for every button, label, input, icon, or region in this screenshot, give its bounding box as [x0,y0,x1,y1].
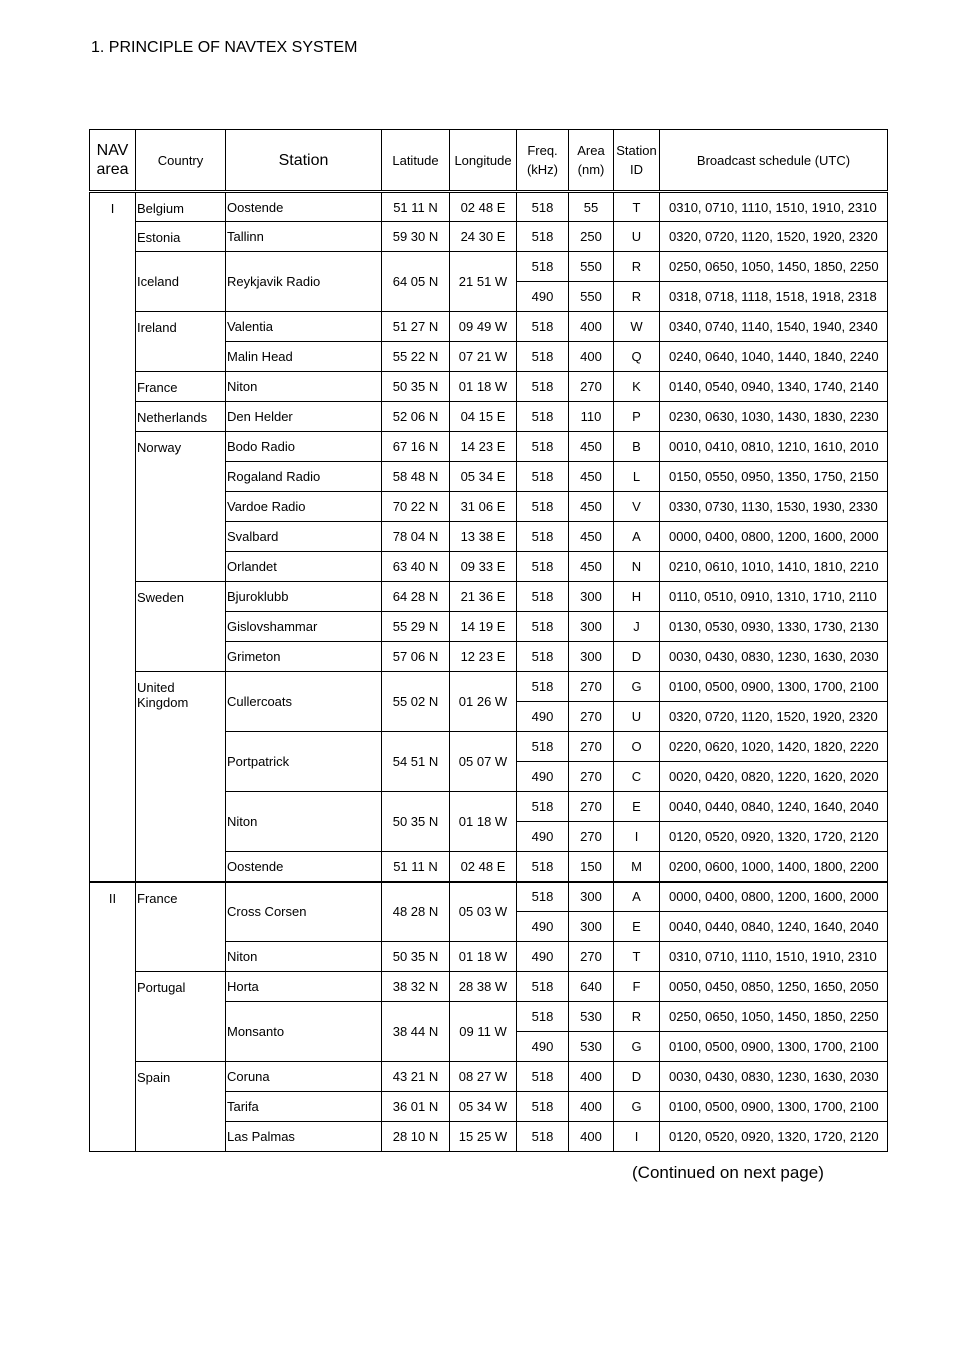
station-id-cell: R [614,252,660,282]
area-cell: 400 [569,1122,614,1152]
freq-cell: 518 [517,432,569,462]
longitude-cell: 13 38 E [450,522,517,552]
latitude-cell: 51 11 N [382,852,450,882]
country-cell: Iceland [136,252,226,312]
station-id-cell: C [614,762,660,792]
area-cell: 300 [569,642,614,672]
longitude-cell: 14 23 E [450,432,517,462]
table-row [90,672,888,702]
station-id-cell: E [614,912,660,942]
station-id-cell: K [614,372,660,402]
station-id-cell: G [614,1092,660,1122]
area-cell: 400 [569,342,614,372]
latitude-cell: 38 44 N [382,1002,450,1062]
longitude-cell: 07 21 W [450,342,517,372]
station-id-cell: R [614,282,660,312]
country-cell: Belgium [136,192,226,222]
schedule-cell: 0200, 0600, 1000, 1400, 1800, 2200 [660,852,888,882]
latitude-cell: 67 16 N [382,432,450,462]
freq-cell: 518 [517,1122,569,1152]
freq-cell: 518 [517,552,569,582]
freq-cell: 518 [517,882,569,912]
latitude-cell: 50 35 N [382,942,450,972]
station-id-cell: R [614,1002,660,1032]
station-cell: Horta [226,972,382,1002]
freq-cell: 518 [517,642,569,672]
station-id-cell: T [614,192,660,222]
latitude-cell: 55 02 N [382,672,450,732]
longitude-cell: 01 26 W [450,672,517,732]
freq-cell: 518 [517,492,569,522]
freq-cell: 518 [517,582,569,612]
area-cell: 450 [569,432,614,462]
freq-cell: 518 [517,402,569,432]
area-cell: 270 [569,762,614,792]
header-schedule: Broadcast schedule (UTC) [660,130,888,192]
longitude-cell: 15 25 W [450,1122,517,1152]
schedule-cell: 0000, 0400, 0800, 1200, 1600, 2000 [660,522,888,552]
country-cell: Sweden [136,582,226,672]
schedule-cell: 0220, 0620, 1020, 1420, 1820, 2220 [660,732,888,762]
freq-cell: 518 [517,522,569,552]
station-cell: Valentia [226,312,382,342]
area-cell: 400 [569,312,614,342]
longitude-cell: 05 07 W [450,732,517,792]
schedule-cell: 0330, 0730, 1130, 1530, 1930, 2330 [660,492,888,522]
latitude-cell: 50 35 N [382,792,450,852]
station-id-cell: L [614,462,660,492]
header-country: Country [136,130,226,192]
area-cell: 270 [569,822,614,852]
station-id-cell: H [614,582,660,612]
table-row [90,432,888,462]
longitude-cell: 12 23 E [450,642,517,672]
freq-cell: 518 [517,792,569,822]
schedule-cell: 0230, 0630, 1030, 1430, 1830, 2230 [660,402,888,432]
latitude-cell: 55 22 N [382,342,450,372]
latitude-cell: 48 28 N [382,882,450,942]
table-row [90,312,888,342]
station-id-cell: A [614,522,660,552]
area-cell: 530 [569,1032,614,1062]
schedule-cell: 0100, 0500, 0900, 1300, 1700, 2100 [660,672,888,702]
area-cell: 150 [569,852,614,882]
freq-cell: 518 [517,222,569,252]
station-cell: Rogaland Radio [226,462,382,492]
longitude-cell: 04 15 E [450,402,517,432]
latitude-cell: 55 29 N [382,612,450,642]
schedule-cell: 0110, 0510, 0910, 1310, 1710, 2110 [660,582,888,612]
station-id-cell: G [614,672,660,702]
country-cell: United Kingdom [136,672,226,882]
table-header-row [90,130,888,192]
country-cell: Ireland [136,312,226,372]
freq-cell: 490 [517,822,569,852]
header-freq: Freq. (kHz) [517,130,569,192]
table-row [90,1062,888,1092]
longitude-cell: 14 19 E [450,612,517,642]
area-cell: 550 [569,282,614,312]
freq-cell: 518 [517,372,569,402]
freq-cell: 518 [517,672,569,702]
latitude-cell: 50 35 N [382,372,450,402]
area-cell: 530 [569,1002,614,1032]
freq-cell: 518 [517,1062,569,1092]
latitude-cell: 63 40 N [382,552,450,582]
latitude-cell: 64 28 N [382,582,450,612]
continued-note: (Continued on next page) [632,1163,824,1182]
station-id-cell: U [614,702,660,732]
latitude-cell: 59 30 N [382,222,450,252]
station-cell: Reykjavik Radio [226,252,382,312]
station-id-cell: T [614,942,660,972]
header-nav-area: NAV area [90,130,136,192]
station-cell: Monsanto [226,1002,382,1062]
longitude-cell: 31 06 E [450,492,517,522]
area-cell: 300 [569,582,614,612]
latitude-cell: 36 01 N [382,1092,450,1122]
schedule-cell: 0310, 0710, 1110, 1510, 1910, 2310 [660,192,888,222]
station-id-cell: E [614,792,660,822]
latitude-cell: 28 10 N [382,1122,450,1152]
navtex-station-table [89,129,888,1152]
station-cell: Grimeton [226,642,382,672]
latitude-cell: 54 51 N [382,732,450,792]
freq-cell: 518 [517,462,569,492]
header-latitude: Latitude [382,130,450,192]
station-cell: Oostende [226,192,382,222]
station-cell: Portpatrick [226,732,382,792]
longitude-cell: 05 34 W [450,1092,517,1122]
area-cell: 300 [569,882,614,912]
table-row [90,882,888,912]
station-id-cell: D [614,1062,660,1092]
freq-cell: 518 [517,852,569,882]
nav-area-cell: I [90,192,136,882]
station-id-cell: W [614,312,660,342]
station-cell: Bodo Radio [226,432,382,462]
freq-cell: 518 [517,342,569,372]
station-id-cell: V [614,492,660,522]
station-id-cell: U [614,222,660,252]
country-cell: France [136,372,226,402]
freq-cell: 518 [517,1002,569,1032]
longitude-cell: 02 48 E [450,852,517,882]
area-cell: 270 [569,792,614,822]
station-id-cell: O [614,732,660,762]
station-id-cell: A [614,882,660,912]
station-id-cell: G [614,1032,660,1062]
schedule-cell: 0100, 0500, 0900, 1300, 1700, 2100 [660,1032,888,1062]
latitude-cell: 70 22 N [382,492,450,522]
longitude-cell: 08 27 W [450,1062,517,1092]
schedule-cell: 0030, 0430, 0830, 1230, 1630, 2030 [660,642,888,672]
freq-cell: 490 [517,942,569,972]
schedule-cell: 0120, 0520, 0920, 1320, 1720, 2120 [660,1122,888,1152]
area-cell: 400 [569,1062,614,1092]
section-title: 1. PRINCIPLE OF NAVTEX SYSTEM [91,39,358,56]
table-row [90,972,888,1002]
latitude-cell: 58 48 N [382,462,450,492]
station-cell: Niton [226,372,382,402]
area-cell: 300 [569,612,614,642]
area-cell: 270 [569,702,614,732]
station-cell: Cross Corsen [226,882,382,942]
station-cell: Niton [226,942,382,972]
table-row [90,252,888,282]
station-id-cell: J [614,612,660,642]
longitude-cell: 09 33 E [450,552,517,582]
table-row [90,222,888,252]
longitude-cell: 21 51 W [450,252,517,312]
freq-cell: 490 [517,1032,569,1062]
schedule-cell: 0140, 0540, 0940, 1340, 1740, 2140 [660,372,888,402]
country-cell: Netherlands [136,402,226,432]
station-cell: Niton [226,792,382,852]
schedule-cell: 0130, 0530, 0930, 1330, 1730, 2130 [660,612,888,642]
station-cell: Vardoe Radio [226,492,382,522]
nav-area-cell: II [90,882,136,1152]
freq-cell: 490 [517,912,569,942]
station-cell: Cullercoats [226,672,382,732]
longitude-cell: 09 11 W [450,1002,517,1062]
station-id-cell: I [614,1122,660,1152]
longitude-cell: 28 38 W [450,972,517,1002]
area-cell: 640 [569,972,614,1002]
area-cell: 270 [569,372,614,402]
schedule-cell: 0210, 0610, 1010, 1410, 1810, 2210 [660,552,888,582]
area-cell: 550 [569,252,614,282]
freq-cell: 518 [517,732,569,762]
country-cell: Spain [136,1062,226,1152]
latitude-cell: 38 32 N [382,972,450,1002]
schedule-cell: 0040, 0440, 0840, 1240, 1640, 2040 [660,792,888,822]
country-cell: Norway [136,432,226,582]
station-cell: Las Palmas [226,1122,382,1152]
station-cell: Gislovshammar [226,612,382,642]
latitude-cell: 51 27 N [382,312,450,342]
freq-cell: 518 [517,1092,569,1122]
schedule-cell: 0010, 0410, 0810, 1210, 1610, 2010 [660,432,888,462]
longitude-cell: 01 18 W [450,372,517,402]
latitude-cell: 78 04 N [382,522,450,552]
table-row [90,402,888,432]
header-longitude: Longitude [450,130,517,192]
schedule-cell: 0120, 0520, 0920, 1320, 1720, 2120 [660,822,888,852]
longitude-cell: 09 49 W [450,312,517,342]
area-cell: 300 [569,912,614,942]
schedule-cell: 0000, 0400, 0800, 1200, 1600, 2000 [660,882,888,912]
table-row [90,192,888,222]
schedule-cell: 0150, 0550, 0950, 1350, 1750, 2150 [660,462,888,492]
schedule-cell: 0030, 0430, 0830, 1230, 1630, 2030 [660,1062,888,1092]
schedule-cell: 0250, 0650, 1050, 1450, 1850, 2250 [660,252,888,282]
country-cell: Estonia [136,222,226,252]
longitude-cell: 24 30 E [450,222,517,252]
freq-cell: 490 [517,702,569,732]
header-station: Station [226,130,382,192]
longitude-cell: 01 18 W [450,792,517,852]
latitude-cell: 64 05 N [382,252,450,312]
station-cell: Tarifa [226,1092,382,1122]
schedule-cell: 0340, 0740, 1140, 1540, 1940, 2340 [660,312,888,342]
country-cell: Portugal [136,972,226,1062]
area-cell: 450 [569,522,614,552]
longitude-cell: 21 36 E [450,582,517,612]
schedule-cell: 0100, 0500, 0900, 1300, 1700, 2100 [660,1092,888,1122]
schedule-cell: 0020, 0420, 0820, 1220, 1620, 2020 [660,762,888,792]
station-cell: Bjuroklubb [226,582,382,612]
area-cell: 270 [569,732,614,762]
country-cell: France [136,882,226,972]
station-id-cell: N [614,552,660,582]
freq-cell: 490 [517,282,569,312]
station-cell: Orlandet [226,552,382,582]
freq-cell: 518 [517,972,569,1002]
longitude-cell: 05 34 E [450,462,517,492]
latitude-cell: 51 11 N [382,192,450,222]
area-cell: 270 [569,672,614,702]
longitude-cell: 05 03 W [450,882,517,942]
station-cell: Den Helder [226,402,382,432]
freq-cell: 518 [517,192,569,222]
schedule-cell: 0320, 0720, 1120, 1520, 1920, 2320 [660,702,888,732]
area-cell: 250 [569,222,614,252]
station-id-cell: M [614,852,660,882]
station-cell: Coruna [226,1062,382,1092]
area-cell: 450 [569,552,614,582]
area-cell: 400 [569,1092,614,1122]
schedule-cell: 0320, 0720, 1120, 1520, 1920, 2320 [660,222,888,252]
station-id-cell: P [614,402,660,432]
schedule-cell: 0240, 0640, 1040, 1440, 1840, 2240 [660,342,888,372]
table-body [90,192,888,1152]
schedule-cell: 0050, 0450, 0850, 1250, 1650, 2050 [660,972,888,1002]
header-area: Area (nm) [569,130,614,192]
freq-cell: 490 [517,762,569,792]
longitude-cell: 02 48 E [450,192,517,222]
table-row [90,582,888,612]
station-cell: Svalbard [226,522,382,552]
table-row [90,372,888,402]
schedule-cell: 0040, 0440, 0840, 1240, 1640, 2040 [660,912,888,942]
area-cell: 55 [569,192,614,222]
area-cell: 450 [569,462,614,492]
latitude-cell: 43 21 N [382,1062,450,1092]
station-id-cell: F [614,972,660,1002]
freq-cell: 518 [517,252,569,282]
station-id-cell: Q [614,342,660,372]
area-cell: 450 [569,492,614,522]
station-cell: Tallinn [226,222,382,252]
longitude-cell: 01 18 W [450,942,517,972]
station-cell: Oostende [226,852,382,882]
header-station-id: Station ID [614,130,660,192]
schedule-cell: 0310, 0710, 1110, 1510, 1910, 2310 [660,942,888,972]
schedule-cell: 0318, 0718, 1118, 1518, 1918, 2318 [660,282,888,312]
station-id-cell: D [614,642,660,672]
station-id-cell: B [614,432,660,462]
schedule-cell: 0250, 0650, 1050, 1450, 1850, 2250 [660,1002,888,1032]
latitude-cell: 57 06 N [382,642,450,672]
area-cell: 270 [569,942,614,972]
latitude-cell: 52 06 N [382,402,450,432]
station-cell: Malin Head [226,342,382,372]
area-cell: 110 [569,402,614,432]
freq-cell: 518 [517,612,569,642]
freq-cell: 518 [517,312,569,342]
station-id-cell: I [614,822,660,852]
